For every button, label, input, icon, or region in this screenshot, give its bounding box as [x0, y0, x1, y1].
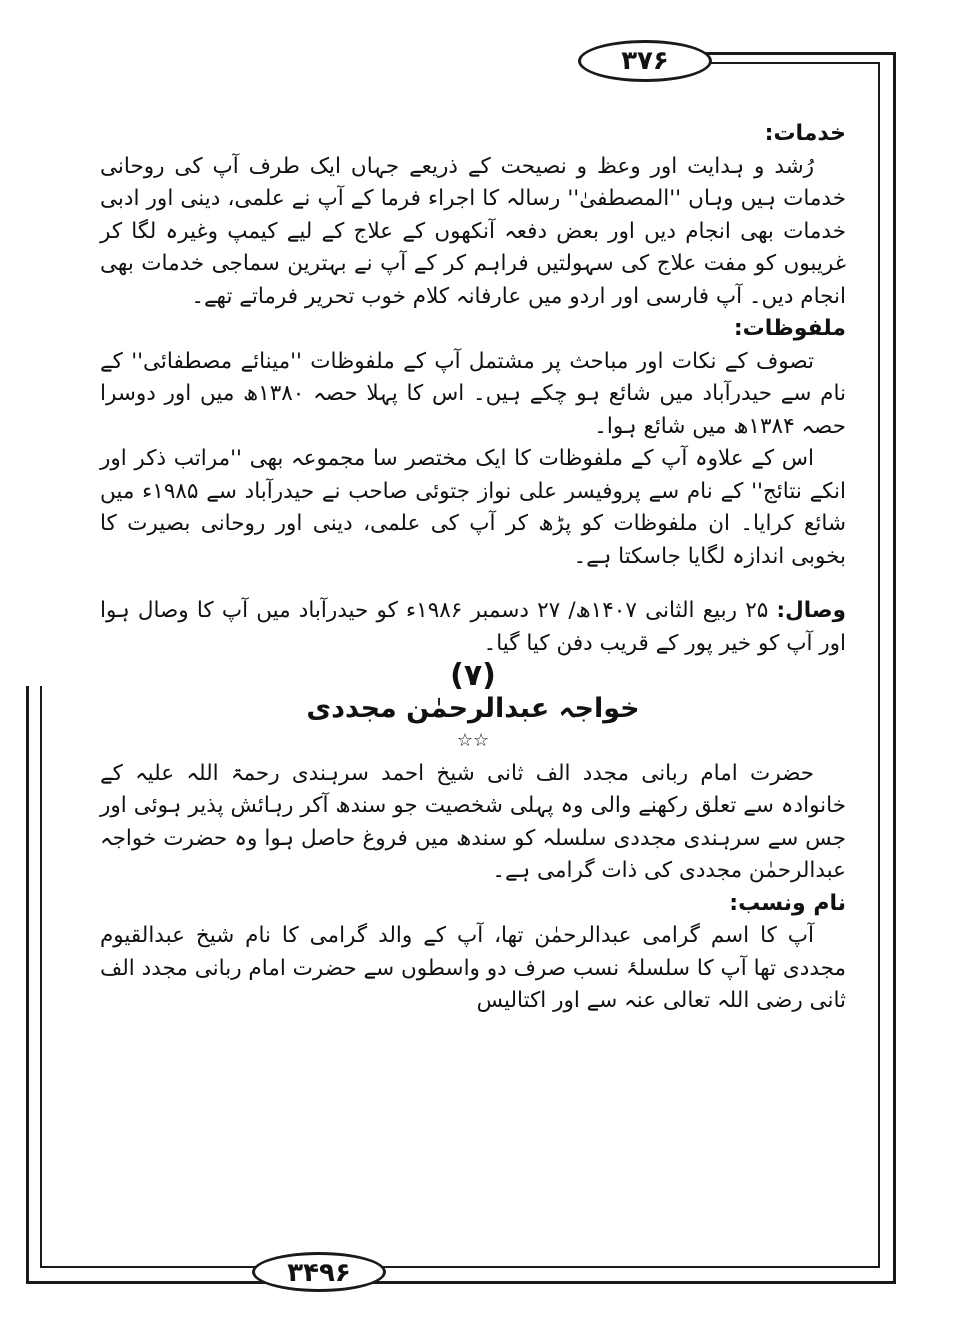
frame-bottom-inner — [40, 1266, 880, 1268]
paragraph-malfoozaat-2: اس کے علاوہ آپ کے ملفوظات کا ایک مختصر سا مجموعہ بھی ''مراتب ذکر اور انکے نتائج'' کے نام سے پروفیسر علی نواز جتوئی صاحب نے حیدرآباد سے ۱۹۸۵ء میں شائع کرایا۔ ان ملفوظات کو پڑھ کر آپ کی علمی، دینی اور روحانی بصیرت کا بخوبی اندازہ لگایا جاسکتا ہے۔ — [100, 446, 846, 569]
frame-right-inner — [878, 62, 880, 1266]
page-number-bottom: ۳۴۹۶ — [252, 1252, 386, 1292]
page-content — [100, 118, 846, 1208]
frame-left-outer — [26, 686, 29, 1284]
paragraph-malfoozaat-1: تصوف کے نکات اور مباحث پر مشتمل آپ کے ملفوظات ''مینائے مصطفائی'' کے نام سے حیدرآباد میں شائع ہو چکے ہیں۔ اس کا پہلا حصہ ۱۳۸۰ھ میں اور دوسرا حصہ ۱۳۸۴ھ میں شائع ہوا۔ — [100, 348, 846, 439]
heading-naam-nasab: نام ونسب: — [729, 890, 846, 916]
heading-malfoozaat: ملفوظات: — [733, 316, 846, 341]
frame-top-outer — [700, 52, 895, 55]
paragraph-chapter-intro: حضرت امام ربانی مجدد الف ثانی شیخ احمد سرہندی رحمۃ اللہ علیہ کے خانوادہ سے تعلق رکھنے والی وہ پہلی شخصیت جو سندھ آکر رہائش پذیر ہوئی اور جس سے سرہندی مجددی سلسلہ کو سندھ میں فروغ حاصل ہوا وہ حضرت خواجہ عبدالرحمٰن مجددی کی ذات گرامی ہے۔ — [100, 760, 846, 883]
chapter-number: (۷) — [450, 658, 496, 693]
paragraph-naam-nasab: آپ کا اسم گرامی عبدالرحمٰن تھا، آپ کے والد گرامی کا نام شیخ عبدالقیوم مجددی تھا آپ کا سلسلۂ نسب صرف دو واسطوں سے حضرت امام ربانی مجدد الف ثانی رضی اللہ تعالی عنہ سے اور اکتالیس — [100, 923, 846, 1013]
chapter-title: خواجہ عبدالرحمٰن مجددی — [306, 692, 640, 724]
wisaal-text: ۲۵ ربیع الثانی ۱۴۰۷ھ/ ۲۷ دسمبر ۱۹۸۶ء کو حیدرآباد میں آپ کا وصال ہوا اور آپ کو خیر پور کے قریب دفن کیا گیا۔ — [100, 598, 846, 656]
heading-khidmaat: خدمات: — [764, 121, 846, 146]
frame-top-inner — [700, 62, 880, 64]
page-number-top: ۳۷۶ — [578, 40, 712, 82]
wisaal-label: وصال: — [776, 598, 846, 623]
frame-right-outer — [893, 52, 896, 1282]
frame-bottom-outer — [26, 1281, 896, 1284]
stars-ornament: ☆☆ — [456, 730, 490, 751]
paragraph-wisaal — [100, 595, 846, 660]
paragraph-khidmaat: رُشد و ہدایت اور وعظ و نصیحت کے ذریعے جہاں ایک طرف آپ کی روحانی خدمات ہیں وہاں ''المصطفیٰ'' رسالہ کا اجراء فرما کے آپ نے علمی، دینی اور ادبی خدمات بھی انجام دیں اور بعض دفعہ آنکھوں کے علاج کے لیے کیمپ وغیرہ لگا کر غریبوں کو مفت علاج کی سہولتیں فراہم کر کے آپ نے بہترین سماجی خدمات بھی انجام دیں۔ آپ فارسی اور اردو میں عارفانہ کلام خوب تحریر فرماتے تھے۔ — [100, 153, 846, 309]
frame-left-inner — [40, 686, 42, 1268]
